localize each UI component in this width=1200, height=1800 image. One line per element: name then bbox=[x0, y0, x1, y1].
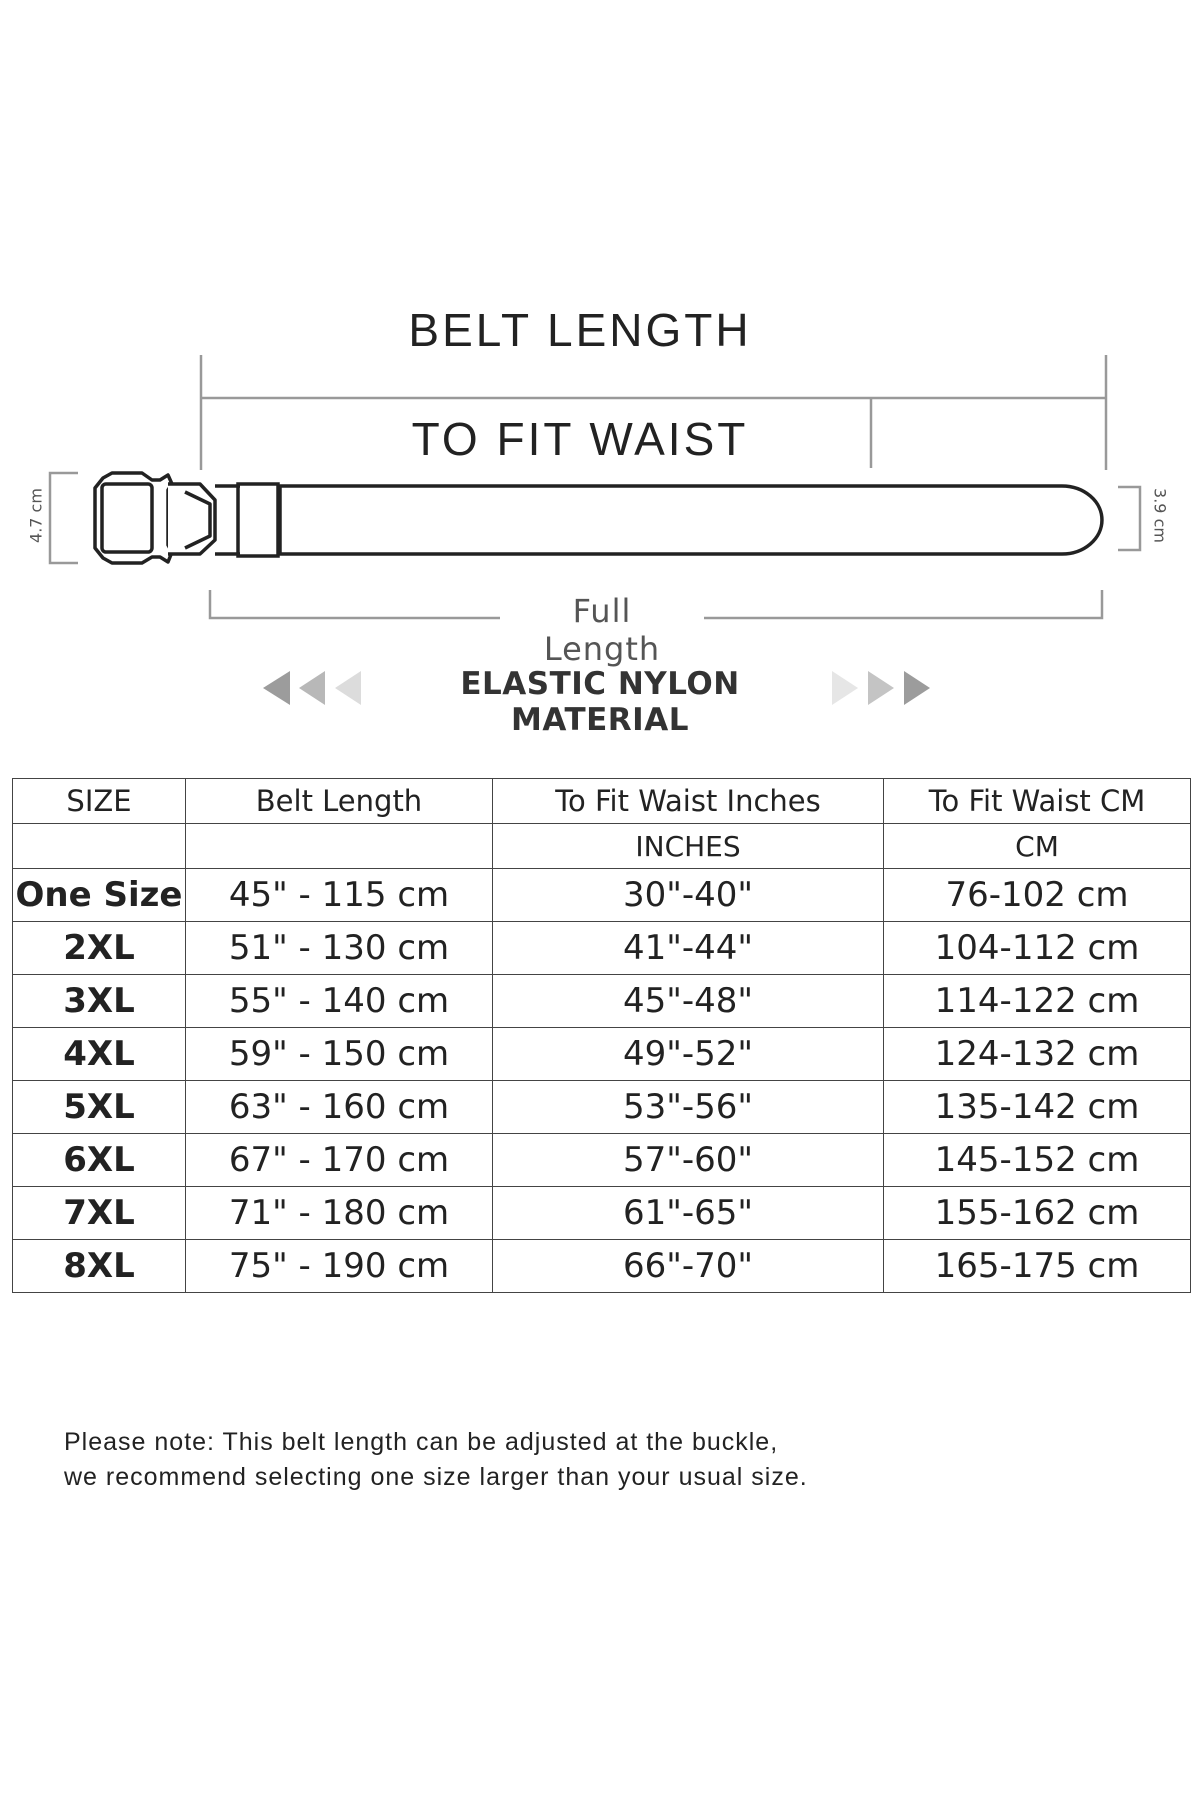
table-row bbox=[13, 1028, 1191, 1081]
header-waist-cm: To Fit Waist CM bbox=[884, 779, 1191, 824]
unit-belt-length bbox=[186, 824, 493, 869]
height-left-label: 4.7 cm bbox=[26, 488, 46, 543]
unit-waist-inches: INCHES bbox=[493, 824, 884, 869]
waist-inches-cell: 61"-65" bbox=[493, 1187, 884, 1240]
size-cell: 3XL bbox=[13, 975, 186, 1028]
waist-cm-cell: 104-112 cm bbox=[884, 922, 1191, 975]
material-label: ELASTIC NYLON MATERIAL bbox=[460, 666, 740, 738]
note-line-2: we recommend selecting one size larger than your usual size. bbox=[64, 1463, 808, 1491]
belt-length-cell: 71" - 180 cm bbox=[186, 1187, 493, 1240]
unit-size bbox=[13, 824, 186, 869]
table-row bbox=[13, 869, 1191, 922]
note-line-1: Please note: This belt length can be adjusted at the buckle, bbox=[64, 1428, 779, 1456]
height-right-bracket bbox=[1118, 487, 1140, 550]
belt-strap bbox=[280, 486, 1102, 554]
buckle-icon bbox=[95, 473, 240, 563]
belt-length-cell: 63" - 160 cm bbox=[186, 1081, 493, 1134]
belt-length-cell: 67" - 170 cm bbox=[186, 1134, 493, 1187]
size-cell: 5XL bbox=[13, 1081, 186, 1134]
belt-length-cell: 51" - 130 cm bbox=[186, 922, 493, 975]
height-left-bracket bbox=[50, 473, 78, 563]
belt-length-cell: 59" - 150 cm bbox=[186, 1028, 493, 1081]
waist-cm-cell: 165-175 cm bbox=[884, 1240, 1191, 1293]
size-cell: 4XL bbox=[13, 1028, 186, 1081]
table-header-row bbox=[13, 779, 1191, 824]
table-body bbox=[13, 869, 1191, 1293]
waist-inches-cell: 45"-48" bbox=[493, 975, 884, 1028]
material-banner bbox=[0, 660, 1200, 738]
size-cell: 7XL bbox=[13, 1187, 186, 1240]
height-right-label: 3.9 cm bbox=[1150, 488, 1170, 543]
header-waist-inches: To Fit Waist Inches bbox=[493, 779, 884, 824]
size-cell: 8XL bbox=[13, 1240, 186, 1293]
size-cell: One Size bbox=[13, 869, 186, 922]
waist-cm-cell: 76-102 cm bbox=[884, 869, 1191, 922]
table-row bbox=[13, 1187, 1191, 1240]
belt-keeper bbox=[238, 484, 278, 556]
size-cell: 2XL bbox=[13, 922, 186, 975]
waist-inches-cell: 41"-44" bbox=[493, 922, 884, 975]
header-belt-length: Belt Length bbox=[186, 779, 493, 824]
table-row bbox=[13, 1081, 1191, 1134]
belt-length-cell: 45" - 115 cm bbox=[186, 869, 493, 922]
table-unit-row bbox=[13, 824, 1191, 869]
waist-cm-cell: 114-122 cm bbox=[884, 975, 1191, 1028]
waist-cm-cell: 145-152 cm bbox=[884, 1134, 1191, 1187]
waist-inches-cell: 30"-40" bbox=[493, 869, 884, 922]
belt-length-label: BELT LENGTH bbox=[408, 304, 752, 356]
fit-waist-label: TO FIT WAIST bbox=[411, 413, 749, 465]
table-row bbox=[13, 1240, 1191, 1293]
size-cell: 6XL bbox=[13, 1134, 186, 1187]
waist-cm-cell: 155-162 cm bbox=[884, 1187, 1191, 1240]
table-row bbox=[13, 975, 1191, 1028]
full-length-label: Full Length bbox=[512, 592, 692, 668]
belt-diagram bbox=[0, 0, 1200, 760]
header-size: SIZE bbox=[13, 779, 186, 824]
unit-waist-cm: CM bbox=[884, 824, 1191, 869]
table-row bbox=[13, 922, 1191, 975]
belt-length-cell: 75" - 190 cm bbox=[186, 1240, 493, 1293]
size-chart-table bbox=[12, 778, 1191, 1293]
waist-cm-cell: 124-132 cm bbox=[884, 1028, 1191, 1081]
table-row bbox=[13, 1134, 1191, 1187]
belt-length-cell: 55" - 140 cm bbox=[186, 975, 493, 1028]
waist-inches-cell: 66"-70" bbox=[493, 1240, 884, 1293]
size-note bbox=[64, 1425, 1064, 1495]
waist-inches-cell: 53"-56" bbox=[493, 1081, 884, 1134]
waist-cm-cell: 135-142 cm bbox=[884, 1081, 1191, 1134]
waist-inches-cell: 57"-60" bbox=[493, 1134, 884, 1187]
waist-inches-cell: 49"-52" bbox=[493, 1028, 884, 1081]
